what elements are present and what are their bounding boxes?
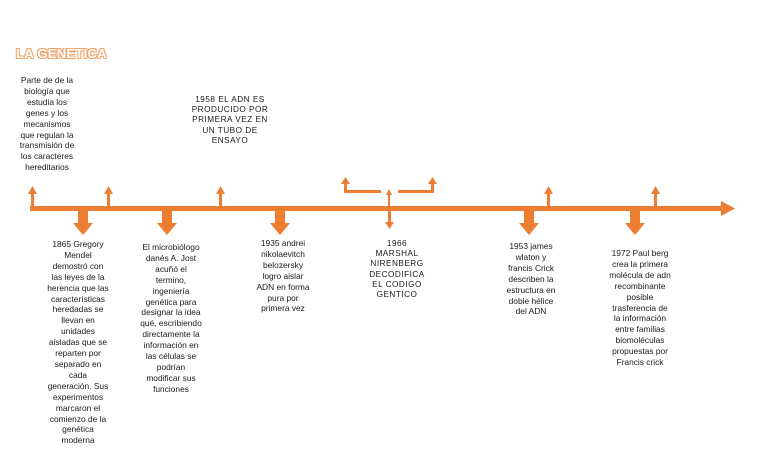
down-arrow-marker [385, 211, 394, 229]
definition-text: Parte de de la biología que estudia los genes y los mecanismos que regulan la transmisión de los caracteres hereditarios [19, 75, 75, 173]
event-1865: 1865 Gregory Mendel demostró con las leyes de la herencia que las características heredadas se llevan en unidades aisladas que se reparten por separado en cada generación. Sus experimentos marcaron el comienzo de la genética moderna [47, 239, 109, 446]
event-1953: 1953 james wlaton y francis Crick describen la estructura en doble hélice del ADN [506, 241, 556, 317]
down-arrow-marker [270, 211, 290, 235]
down-arrow-marker [519, 211, 539, 235]
event-1972: 1972 Paul berg crea la primera molécula de adn recombinante posible trasferencia de la información entre familias biomoléculas propuestas por Francis crick [609, 248, 671, 368]
timeline-arrowhead [721, 201, 735, 216]
up-arrow-marker [544, 186, 553, 206]
event-1958: 1958 EL ADN ES PRODUCIDO POR PRIMERA VEZ EN UN TUBO DE ENSAYO [191, 95, 269, 145]
timeline-line [30, 206, 722, 211]
up-arrow-marker [216, 186, 225, 206]
down-arrow-marker [157, 211, 177, 235]
event-1966: 1966 MARSHAL NIRENBERG DECODIFICA EL CODIGO GENTICO [369, 239, 425, 300]
down-arrow-marker [625, 211, 645, 235]
up-arrow-marker [651, 186, 660, 206]
down-arrow-marker [73, 211, 93, 235]
event-jost: El microbiólogo danés A. Jost acuñó el termino, ingeniería genética para designar la idea qué, escribiendo directamente la información en las células se podrían modificar sus funciones [140, 242, 202, 394]
bent-arrow-right [398, 177, 437, 193]
up-arrow-marker [386, 189, 392, 206]
page-title: LA GENETICA [16, 46, 107, 61]
up-arrow-marker [104, 186, 113, 206]
bent-arrow-left [341, 177, 381, 193]
event-1935: 1935 andrei nikolaevitch belozersky logro aislar ADN en forma pura por primera vez [256, 238, 310, 314]
up-arrow-marker [28, 186, 37, 206]
